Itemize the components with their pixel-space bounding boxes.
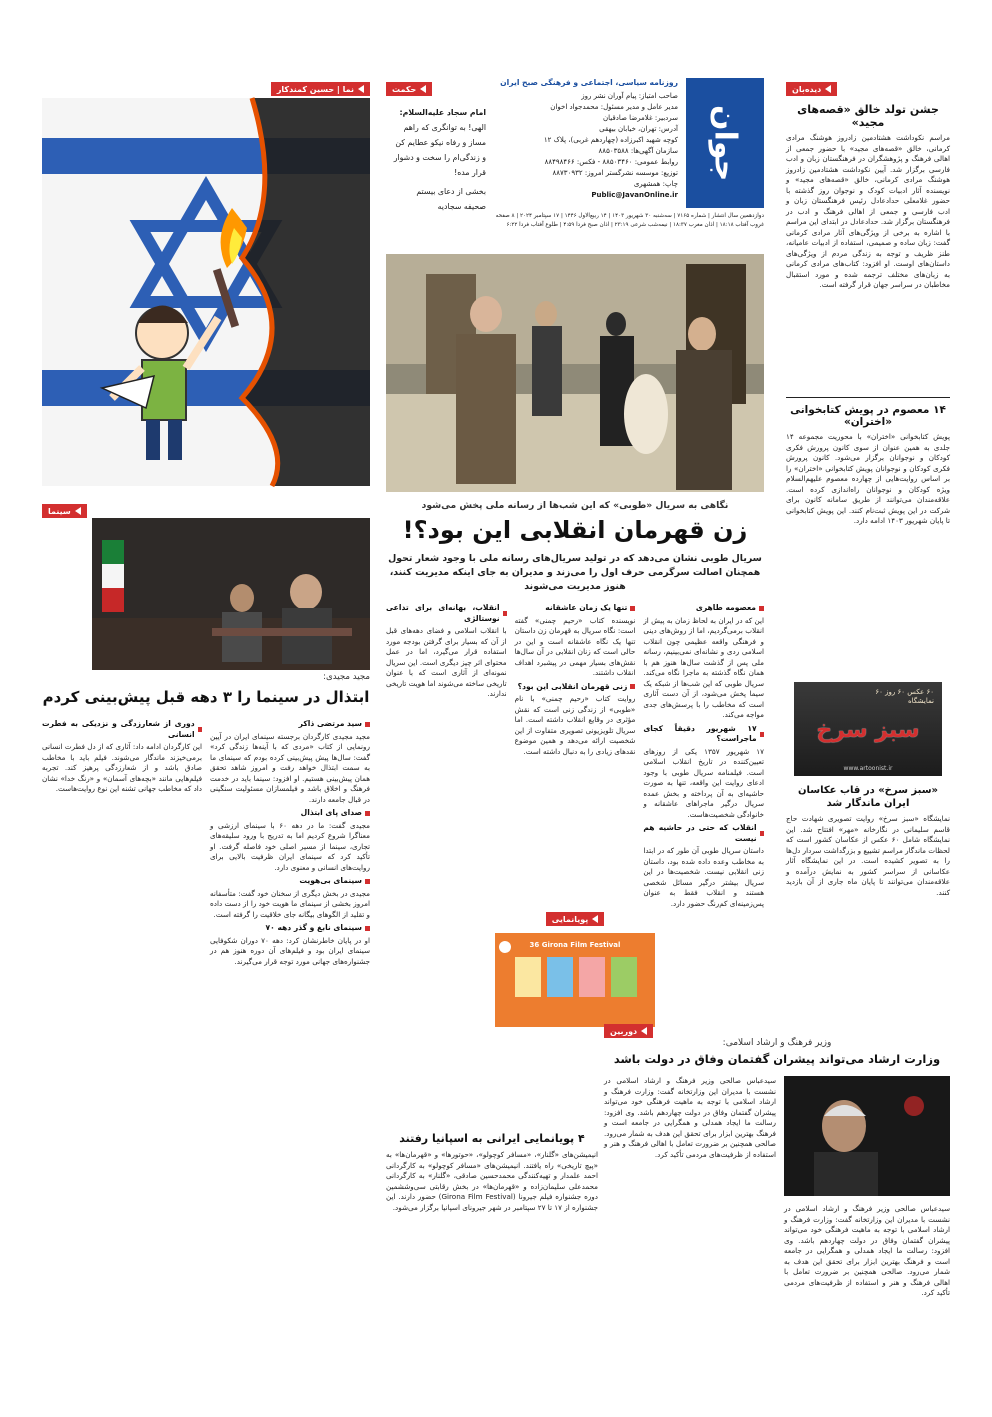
dorbin-body-2: سیدعباس صالحی وزیر فرهنگ و ارشاد اسلامی در نشست با مدیران این وزارتخانه گفت: وزارت فرهنگ و ارشاد اسلامی با توجه به ماهیت فرهنگی خود می‌تواند پیشران گفتمان وفاق در دولت چهاردهم باشد. وی افزود: رسالت ما ایجاد همدلی و همگرایی در جامعه است و فرهنگ بهترین ابزار برای تحقق این هدف به شمار می‌رود. صالحی همچنین بر ضرورت تعامل با اهالی فرهنگ و هنر و استفاده از ظرفیت‌های مردمی تأکید کرد. — [784, 1204, 950, 1297]
sabzsorkh-headline: «سبز سرخ» در قاب عکاسان ایران ماندگار شد — [797, 785, 938, 809]
festival-poster: 36 Girona Film Festival — [495, 933, 655, 1027]
arrow-tag-icon — [420, 85, 426, 93]
main-author: معصومه طاهری — [643, 603, 764, 614]
pooyanamayi-headline: ۴ پویانمایی ایرانی به اسپانیا رفتند — [399, 1132, 585, 1145]
main-col-1: معصومه طاهری این که در ایران به لحاظ زمان به پیش از انقلاب برمی‌گردیم، اما از روش‌های دینی و فرهنگی واقعه عظیمی چون انقلاب اسلامی ردی و نشانه‌ای نمی‌بینیم، رسانه ملی پس از گذشت سال‌ها هنوز هم با همان نگاه گذشته به ماجرا نگاه می‌کند. سریال طوبی که این شب‌ها از شبکه یک سیما پخش می‌شود، از آن دست آثاری است که مخاطب را با پرسش‌های جدی مواجه می‌کند. ۱۷ شهریور دقیقاً کجای ماجراست؟ ۱۷ شهریور ۱۳۵۷ یکی از روزهای تعیین‌کننده در تاریخ انقلاب اسلامی است. فیلمنامه سریال طوبی با وجود ادعای روایت این واقعه، تنها به صورت حاشیه‌ای به آن پرداخته و بخش عمده سریال درگیر ماجراهای عاشقانه و خانوادگی شخصیت‌هاست. انقلاب که حتی در حاشیه هم نیست داستان سریال طوبی آن طور که در ابتدا به مخاطب وعده داده شده بود، داستان زنی انقلابی نیست. شخصیت‌ها در این سریال بیشتر درگیر مسائل شخصی هستند و انقلاب فقط به عنوان پس‌زمینه‌ای کم‌رنگ حضور دارد. — [643, 603, 764, 908]
sabz-sorkh-poster — [794, 682, 942, 776]
arrow-tag-icon — [75, 507, 81, 515]
main-headline: زن قهرمان انقلابی این بود؟! — [402, 516, 748, 544]
arrow-tag-icon — [825, 85, 831, 93]
masthead — [494, 78, 764, 220]
cinema-headline: ابتذال در سینما را ۳ دهه قبل پیش‌بینی کردم — [42, 688, 370, 706]
main-kicker: نگاهی به سریال «طوبی» که این شب‌ها از رسانه ملی پخش می‌شود — [421, 500, 729, 511]
main-article-body — [385, 600, 764, 908]
cartoon: نما | حسین کمندکار — [42, 78, 370, 486]
hekmat-box: حکمت امام سجاد علیه‌السلام: الهی! به توانگری که راهم مساز و رفاه نیکو عطایم کن و زندگی‌ام را سخت و دشوار قرار مده! بخشی از دعای بیستم صحیفه سجادیه — [386, 78, 486, 228]
main-col-3: انقلاب، بهانه‌ای برای تداعی نوستالژی با انقلاب اسلامی و فضای دهه‌های قبل از آن که بسیار برای گرفتن بودجه مورد استفاده قرار می‌گیرد، اما در عمل محتوای اثر چیز دیگری است. این سریال نمونه‌ای از آثاری است که با عنوان تاریخی ساخته می‌شوند اما هویت تاریخی ندارند. — [385, 603, 507, 698]
masthead-line: روابط عمومی: ۸۸۵۰۳۴۶۰ - فکس: ۸۸۴۹۸۴۶۶ — [544, 158, 678, 166]
dorbin-headline: وزارت ارشاد می‌تواند پیشران گفتمان وفاق در دولت باشد — [613, 1052, 941, 1066]
tooba-still-photo — [386, 254, 764, 492]
dorbin-body: سیدعباس صالحی وزیر فرهنگ و ارشاد اسلامی در نشست با مدیران این وزارتخانه گفت: وزارت فرهنگ و ارشاد اسلامی با توجه به ماهیت فرهنگی خود می‌تواند پیشران گفتمان وفاق در دولت چهاردهم باشد. وی افزود: رسالت ما ایجاد همدلی و همگرایی در جامعه است و فرهنگ بهترین ابزار برای تحقق این هدف به شمار می‌رود. صالحی همچنین بر ضرورت تعامل با اهالی فرهنگ و هنر و استفاده از ظرفیت‌های مردمی تأکید کرد. — [604, 1076, 776, 1159]
cinema-body — [42, 716, 370, 1382]
arrow-tag-icon — [358, 85, 364, 93]
masthead-line: کوچه شهید اکبرزاده (چهاردهم غربی)، پلاک ۱۲ — [543, 136, 678, 144]
arrow-tag-icon — [641, 1027, 647, 1035]
masoumi-body: پویش کتابخوانی «اختران» با محوریت مجموعه ۱۴ جلدی به همین عنوان از سوی کانون پرورش فکری کودکان و نوجوانان برگزار می‌شود. کانون پرورش فکری کودکان و نوجوانان پویش کتابخوانی «اختران» را بر اساس روایت‌هایی از چهارده معصوم علیهم‌السلام ویژه کودکان و نوجوانان راه‌اندازی کرده است. علاقه‌مندان می‌توانند از طریق سامانه کانون برای شرکت در این پویش ثبت‌نام کنند. این پویش کتابخوانی تا پایان شهریور ۱۴۰۳ ادامه دارد. — [786, 432, 950, 525]
poster-url: www.artoonist.ir — [843, 765, 893, 772]
sabzsorkh-body: نمایشگاه «سبز سرخ» روایت تصویری شهادت حاج قاسم سلیمانی در نگارخانه «مهر» افتتاح شد. این نمایشگاه شامل ۶۰ عکس از عکاسان کشور است که لحظات ماندگار مراسم تشییع و بزرگداشت سردار دل‌ها را به تصویر کشیده است. در این نمایشگاه آثار عکاسانی از سراسر کشور به نمایش درآمده و علاقه‌مندان می‌توانند تا پایان ماه جاری از آن بازدید کنند. — [785, 814, 950, 897]
cinema-col-1: سید مرتضی ذاکر مجید مجیدی کارگردان برجسته سینمای ایران در آیین رونمایی از کتاب «مردی که با آینه‌ها زندگی کرد» گفت: سال‌ها پیش پیش‌بینی کرده بودم که سینمای ما به سمت ابتذال خواهد رفت و امروز شاهد تحقق همان پیش‌بینی هستیم. او افزود: سینما باید در خدمت فرهنگ و اخلاق باشد و فیلمسازان مسئولیت سنگینی در قبال جامعه دارند. صدای پای ابتذال مجیدی گفت: ما در دهه ۶۰ با سینمای ارزشی و معناگرا شروع کردیم اما به تدریج با ورود سلیقه‌های تجاری، سینما از مسیر اصلی خود فاصله گرفت. او تأکید کرد که سینمای ایران ظرفیت بالایی برای روایت‌های انسانی و معنوی دارد. سینمای بی‌هویت مجیدی در بخش دیگری از سخنان خود گفت: متأسفانه امروز بخشی از سینمای ما هویت خود را از دست داده و تقلید از الگوهای بیگانه جای خلاقیت را گرفته است. سینمای نابغ و گذر دهه ۷۰ او در پایان خاطرنشان کرد: دهه ۷۰ دوران شکوفایی سینمای ایران بود و فیلم‌های آن دوره هنوز هم در جشنواره‌های جهانی مورد توجه قرار می‌گیرند. — [210, 719, 371, 966]
dorbin-kicker: وزیر فرهنگ و ارشاد اسلامی: — [722, 1038, 832, 1048]
minister-photo — [784, 1076, 950, 1196]
cinema-tag: سینما — [42, 500, 370, 519]
masthead-email[interactable]: Public@JavanOnline.ir — [591, 191, 678, 199]
masthead-line: مدیر عامل و مدیر مسئول: محمدجواد اخوان — [550, 103, 678, 111]
israel-flag-cartoon — [42, 78, 370, 486]
dorbin-tag: دوربین — [604, 1020, 950, 1039]
logo: جوان — [686, 78, 764, 208]
masthead-line: صاحب امتیاز: پیام آوران نشر روز — [581, 92, 678, 100]
cinema-author: سید مرتضی ذاکر — [210, 719, 370, 730]
masthead-tagline: روزنامه سیاسی، اجتماعی و فرهنگی صبح ایران — [500, 78, 678, 87]
cinema-photo — [92, 518, 370, 670]
masthead-line: سردبیر: غلامرضا صادقیان — [602, 114, 678, 122]
masthead-line: سازمان آگهی‌ها: ۸۸۵۰۳۵۸۸ — [598, 147, 678, 155]
didehban-headline: جشن تولد خالق «قصه‌های مجید» — [797, 103, 939, 129]
cinema-col-2: دوری از شعارزدگی و نزدیکی به فطرت انسانی این کارگردان ادامه داد: آثاری که از دل فطرت انسانی برمی‌خیزند ماندگار می‌شوند. فیلم باید با مخاطب صادق باشد و از شعارزدگی پرهیز کند. تجربه فیلم‌هایی مانند «بچه‌های آسمان» و «رنگ خدا» نشان داد که مخاطب جهانی تشنه این نوع روایت‌هاست. — [42, 719, 202, 793]
main-col-2: تنها یک زمان عاشقانه نویسنده کتاب «رحیم چمنی» گفته است: نگاه سریال به قهرمان زن داستان تنها یک نگاه عاشقانه است و این در حالی است که زنان انقلابی در آن سال‌ها نقش‌های بسیار مهمی در پیشبرد اهداف انقلاب داشتند. زنی قهرمان انقلابی این بود؟ روایت کتاب «رحیم چمنی» با نام «طوبی» از زندگی زنی است که نقش مؤثری در وقایع انقلاب داشته است. اما سریال تلویزیونی تصویری متفاوت از این شخصیت ارائه می‌دهد و همین موضوع نقدهای زیادی را به دنبال داشته است. — [514, 603, 636, 756]
arrow-tag-icon — [592, 915, 598, 923]
masthead-line: توزیع: موسسه نشرگستر امروز: ۸۸۷۳۰۹۳۲ — [552, 169, 678, 177]
poster-title: سبز سرخ — [816, 718, 920, 743]
pooyanamayi-box: پویانمایی 36 Girona Film Festival — [386, 908, 764, 1028]
main-lead: سریال طوبی نشان می‌دهد که در تولید سریال‌های رسانه ملی با وجود شعار تحول همچنان اصالت سرگرمی حرف اول را می‌زند و مدیران به جای اینکه مدیریت کنند، هنوز مدیریت می‌شوند — [388, 553, 762, 592]
pooyanamayi-body: انیمیشن‌های «گلنار»، «مسافر کوچولو»، «حوتورها» و «قهرمان‌ها» به «پیچ تاریخی» راه یافتند. انیمیشن‌های «مسافر کوچولو» به کارگردانی احمد علمدار و تهیه‌کنندگی محمدحسین صادقی، «گلنار» به کارگردانی محمدعلی سلیمان‌زاده و «قهرمان‌ها» در بخش رقابتی سی‌وششمین دوره جشنواره فیلم جیرونا (Girona Film Festival) حضور دارند. این جشنواره از ۱۷ تا ۲۷ سپتامبر در شهر جیرونای اسپانیا برگزار می‌شود. — [386, 1150, 598, 1212]
masthead-line: آدرس: تهران، خیابان بیهقی — [599, 125, 678, 133]
masthead-line: چاپ: همشهری — [633, 180, 678, 188]
cinema-photo-credit: مجید مجیدی: — [323, 672, 370, 682]
poster-top-line: ۶۰ عکس ۶۰ روز ۶۰ نمایشگاه — [875, 688, 934, 705]
dateline: دوازدهمین سال انتشار | شماره ۷۱۶۵ | سه‌شنبه ۳۰ شهریور ۱۴۰۳ | ۱۴ ربیع‌الاول ۱۴۴۶ | ۱۷ سپتامبر ۲۰۲۴ | ۸ صفحه غروب آفتاب ۱۸:۱۸ | اذان مغرب ۱۸:۳۷ | نیمه‌شب شرعی ۲۳:۱۹ | اذان صبح فردا ۴:۵۹ | طلوع آفتاب فردا ۶:۲۲ — [495, 213, 764, 228]
didehban-body: مراسم نکوداشت هشتادمین زادروز هوشنگ مرادی کرمانی، خالق «قصه‌های مجید» با حضور جمعی از اهالی فرهنگ و پژوهشگران در فرهنگستان زبان و ادب فارسی برگزار شد. آیین نکوداشت هشتادمین زادروز هوشنگ مرادی کرمانی، خالق «قصه‌های مجید» و نویسنده آثار ادبیات کودک و نوجوان روز گذشته با حضور غلامعلی حدادعادل رئیس فرهنگستان زبان و ادب فارسی و جمعی از اهالی فرهنگ و ادب در فرهنگستان برگزار شد. حدادعادل در ابتدای این مراسم با اشاره به برخی از ویژگی‌های آثار مرادی کرمانی گفت: زبان ساده و صمیمی، استفاده از ادبیات عامیانه، طنز ظریف و توجه به زندگی مردم از ویژگی‌های داستان‌های اوست. او افزود: کتاب‌های مرادی کرمانی به زبان‌های مختلف ترجمه شده و مورد استقبال مخاطبان در سراسر جهان قرار گرفته است. — [786, 133, 950, 289]
didehban-tag: دیده‌بان — [786, 78, 950, 97]
masoumi-headline: ۱۴ معصوم در پویش کتابخوانی «اختران» — [790, 404, 946, 428]
